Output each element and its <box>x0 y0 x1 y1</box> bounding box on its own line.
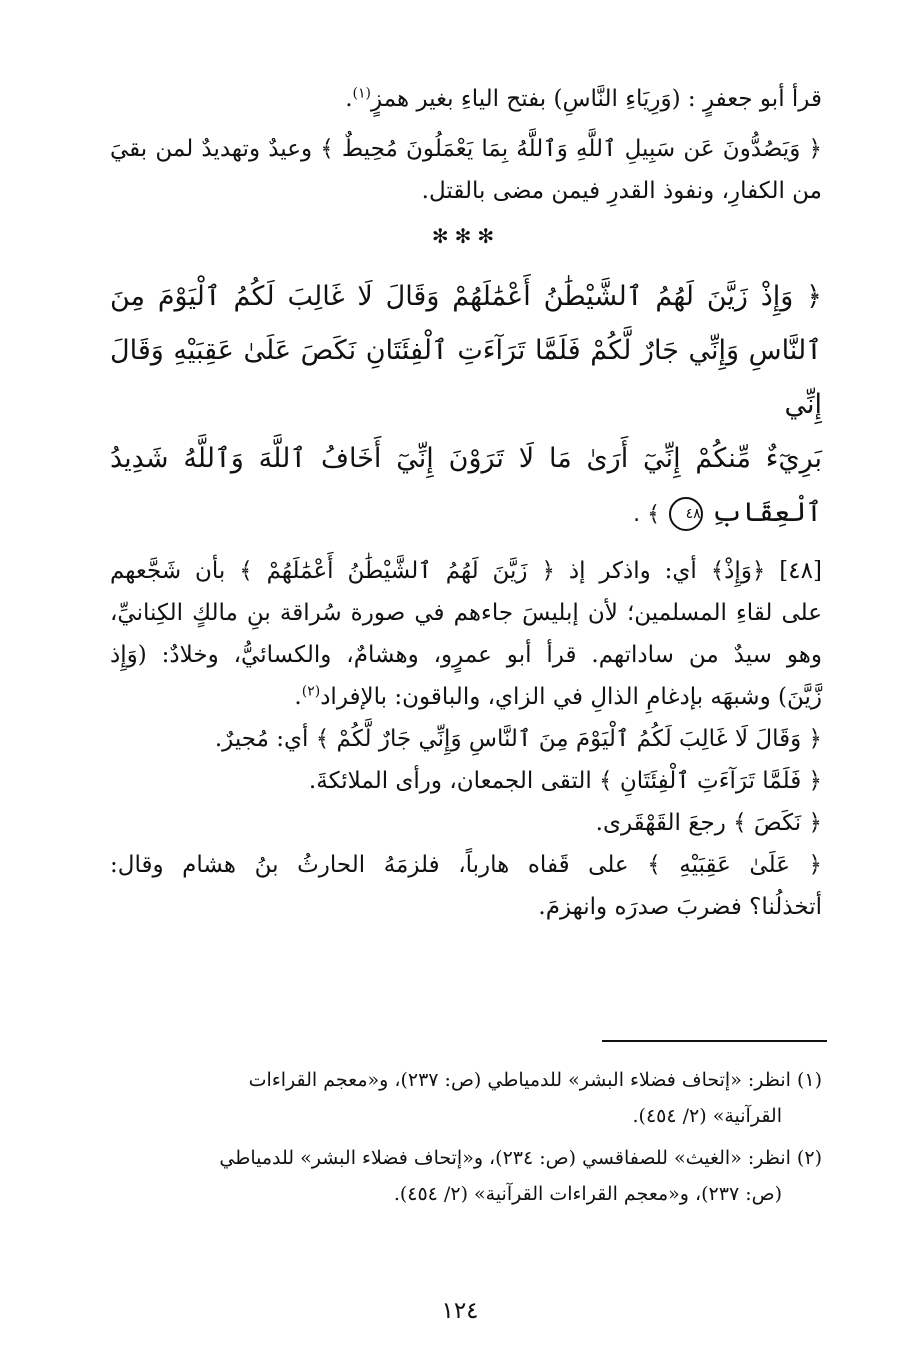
verse-number-badge: ٤٨ <box>669 497 703 531</box>
tafsir-line: على لقاءِ المسلمين؛ لأن إبليسَ جاءهم في صورة سُراقة بنِ مالكٍ الكِنانيِّ، <box>110 600 822 626</box>
verse-text: ٱلْعِقَابِ <box>711 497 822 528</box>
tafsir-line: [٤٨] ﴿وَإِذْ﴾ أي: واذكر إذ ﴿ زَيَّنَ لَهُمُ ٱلشَّيْطَٰنُ أَعْمَٰلَهُمْ ﴾ بأن شَجَّعهم <box>110 558 822 584</box>
page-number: ١٢٤ <box>441 1298 479 1324</box>
footnote-ref-2[interactable]: (٢) <box>301 683 321 700</box>
verse-line: ﴿ وَإِذْ زَيَّنَ لَهُمُ ٱلشَّيْطَٰنُ أَعْمَٰلَهُمْ وَقَالَ لَا غَالِبَ لَكُمُ ٱلْيَوْمَ مِنَ <box>110 281 822 312</box>
verse-line: ٱلنَّاسِ وَإِنِّي جَارٌ لَّكُمْ فَلَمَّا تَرَآءَتِ ٱلْفِئَتَانِ نَكَصَ عَلَىٰ عَقِبَيْهِ وَقَالَ إِنِّي <box>110 335 822 420</box>
footnote-line: (١) انظر: «إتحاف فضلاء البشر» للدمياطي (ص: ٢٣٧)، و«معجم القراءات <box>248 1069 822 1091</box>
gloss-aqibayh: ﴿ عَلَىٰ عَقِبَيْهِ ﴾ على قَفاه هارباً، فلزمَهُ الحارثُ بنُ هشام وقال: <box>110 852 822 878</box>
gloss-nakasa: ﴿ نَكَصَ ﴾ رجعَ القَهْقَرى. <box>595 810 822 836</box>
gloss-aqibayh: أتخذلُنا؟ فضربَ صدرَه وانهزمَ. <box>538 894 822 920</box>
gloss-tara-at: ﴿ فَلَمَّا تَرَآءَتِ ٱلْفِئَتَانِ ﴾ التقى الجمعان، ورأى الملائكةَ. <box>308 768 822 794</box>
footnote-ref-1[interactable]: (١) <box>352 85 372 102</box>
footnotes <box>110 1062 822 1218</box>
tafsir-verse-48 <box>110 550 822 718</box>
commentary-line: ﴿ وَيَصُدُّونَ عَن سَبِيلِ ٱللَّهِ وَٱللَّهُ بِمَا يَعْمَلُونَ مُحِيطٌ ﴾ وعيدٌ وتهديدٌ لمن بقيَ <box>110 136 822 162</box>
footnote-line: القرآنية» (٢/ ٤٥٤). <box>632 1105 782 1127</box>
text-run: . <box>345 86 353 112</box>
quran-verse-block <box>110 270 822 542</box>
verse-end-bracket: ﴾ . <box>633 502 661 527</box>
text-run: . <box>294 684 302 710</box>
footnote-1 <box>110 1062 822 1134</box>
reading-note-abu-jafar <box>110 78 822 120</box>
tafsir-line: وهو سيدٌ من ساداتهم. قرأ أبو عمرٍو، وهشامٌ، والكسائيُّ، وخلادٌ: (وَإِذ <box>110 642 822 668</box>
text-run: زَّيَّنَ) وشبهَه بإدغامِ الذالِ في الزاي، والباقون: بالإفراد <box>320 684 822 710</box>
footnote-line: (ص: ٢٣٧)، و«معجم القراءات القرآنية» (٢/ ٤٥٤). <box>393 1183 782 1205</box>
footnote-2 <box>110 1140 822 1212</box>
page-body <box>110 78 822 928</box>
footnote-line: (٢) انظر: «الغيث» للصفاقسي (ص: ٢٣٤)، و«إتحاف فضلاء البشر» للدمياطي <box>219 1147 822 1169</box>
commentary-line: من الكفارِ، ونفوذ القدرِ فيمن مضى بالقتل. <box>421 178 822 204</box>
gloss-mujir: ﴿ وَقَالَ لَا غَالِبَ لَكُمُ ٱلْيَوْمَ مِنَ ٱلنَّاسِ وَإِنِّي جَارٌ لَّكُمْ ﴾ أي: مُجيرٌ. <box>214 726 822 752</box>
verse-line: بَرِيٓءٌ مِّنكُمْ إِنِّيٓ أَرَىٰ مَا لَا تَرَوْنَ إِنِّيٓ أَخَافُ ٱللَّهَ وَٱللَّهُ شَدِيدُ <box>110 443 822 474</box>
tafsir-line <box>110 676 822 718</box>
text-run: قرأ أبو جعفرٍ : (وَرِيَاءِ النَّاسِ) بفتح الياءِ بغير همزٍ <box>371 86 822 112</box>
section-separator: ✻✻✻ <box>431 224 501 248</box>
verse-line <box>110 486 822 542</box>
footnote-divider <box>602 1040 827 1042</box>
